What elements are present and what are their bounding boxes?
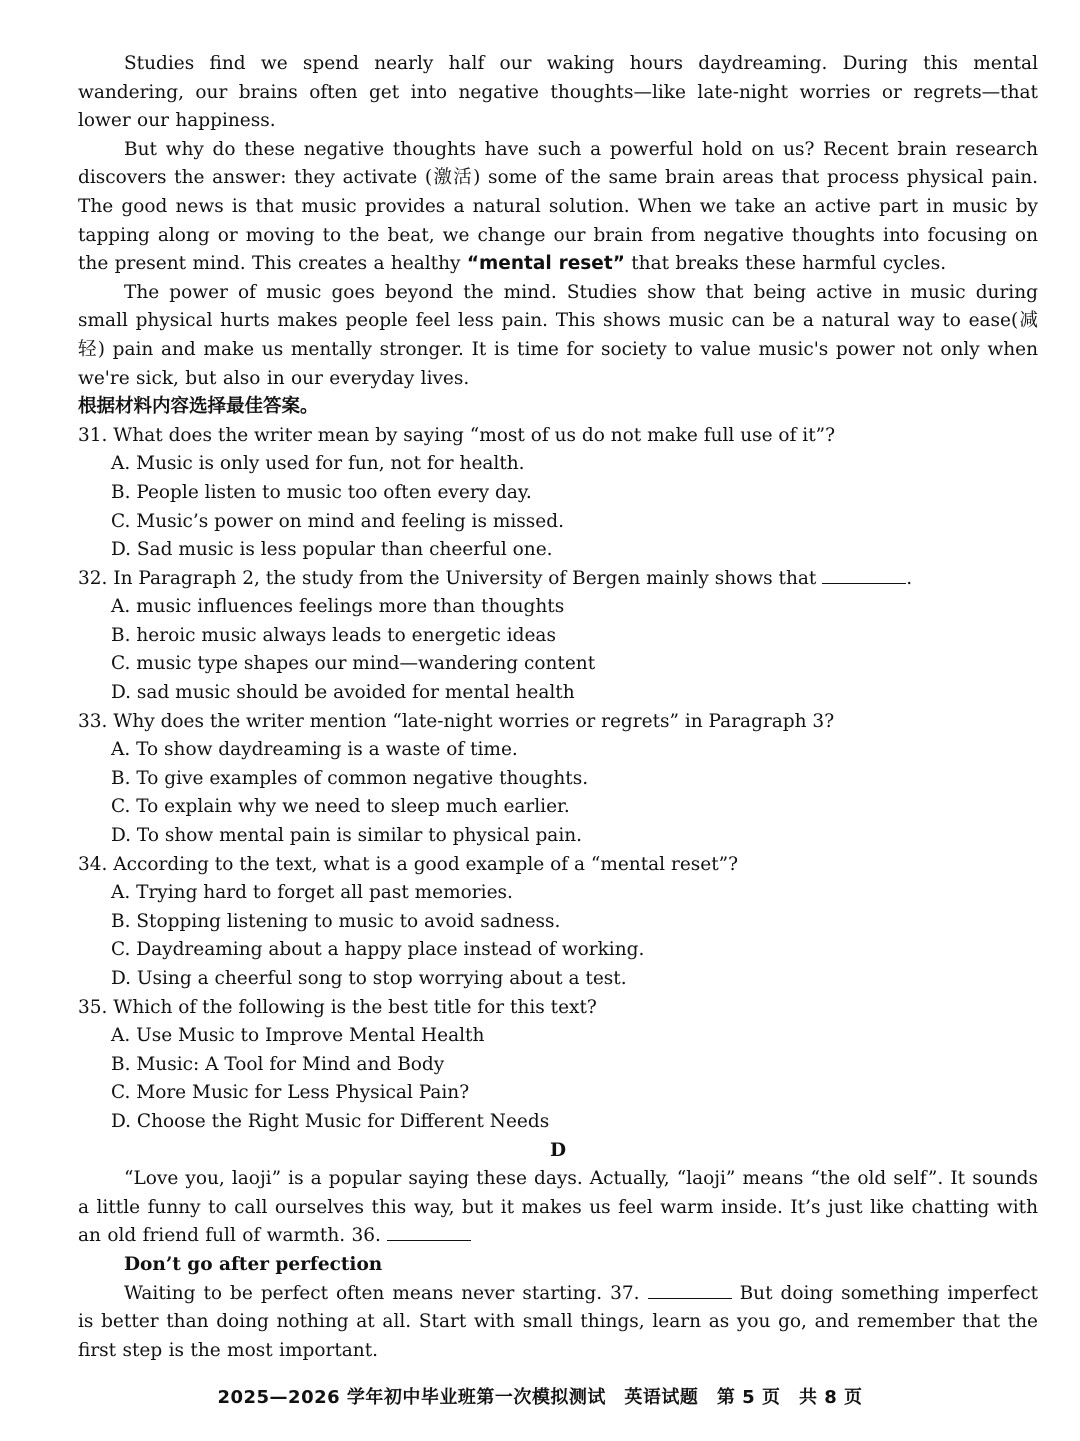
passage-paragraph-1: Studies find we spend nearly half our waking hours daydreaming. During this mental wandering, our brains often get into negative thoughts—like late-night worries or regrets—that lower our happiness. bbox=[78, 53, 1038, 132]
question-stem: 33. Why does the writer mention “late-night worries or regrets” in Paragraph 3? bbox=[78, 710, 835, 732]
option-a: A. To show daydreaming is a waste of time. bbox=[111, 739, 518, 761]
option-a: A. Music is only used for fun, not for health. bbox=[111, 453, 525, 475]
option-d: D. Sad music is less popular than cheerful one. bbox=[111, 539, 553, 561]
section-d-subheading: Don’t go after perfection bbox=[124, 1253, 383, 1275]
answer-blank-36 bbox=[387, 1230, 471, 1241]
question-stem: 34. According to the text, what is a good example of a “mental reset”? bbox=[78, 853, 739, 875]
option-c: C. To explain why we need to sleep much earlier. bbox=[111, 796, 570, 818]
question-35 bbox=[78, 994, 1038, 1137]
option-b: B. People listen to music too often every day. bbox=[111, 481, 532, 503]
option-c: C. More Music for Less Physical Pain? bbox=[111, 1082, 470, 1104]
option-d: D. To show mental pain is similar to physical pain. bbox=[111, 825, 583, 847]
option-d: D. sad music should be avoided for mental health bbox=[111, 682, 575, 704]
option-a: A. Trying hard to forget all past memories. bbox=[111, 882, 513, 904]
option-a: A. Use Music to Improve Mental Health bbox=[111, 1025, 485, 1047]
section-d-paragraph-2-text-b: But doing something imperfect is better than doing nothing at all. Start with small things, learn as you go, and remember that the first step is the most important. bbox=[78, 1282, 1039, 1361]
exam-page bbox=[78, 50, 1038, 1365]
section-d-paragraph-2 bbox=[78, 1280, 1038, 1366]
passage-paragraph-3: The power of music goes beyond the mind. Studies show that being active in music during small physical hurts makes people feel less pain. This shows music can be a natural way to ease(减轻) pain and make us mentally stronger. It is time for society to value music's power not only when we're sick, but also in our everyday lives. bbox=[78, 281, 1038, 389]
question-stem: 35. Which of the following is the best title for this text? bbox=[78, 996, 597, 1018]
passage-paragraph-2 bbox=[78, 136, 1038, 279]
question-33 bbox=[78, 708, 1038, 851]
instruction: 根据材料内容选择最佳答案。 bbox=[78, 396, 319, 418]
passage-paragraph-2-text-b: that breaks these harmful cycles. bbox=[624, 253, 947, 275]
question-stem-end: . bbox=[906, 567, 913, 589]
question-34 bbox=[78, 851, 1038, 994]
question-31 bbox=[78, 422, 1038, 565]
option-b: B. Music: A Tool for Mind and Body bbox=[111, 1053, 445, 1075]
option-d: D. Using a cheerful song to stop worrying about a test. bbox=[111, 968, 627, 989]
option-d: D. Choose the Right Music for Different Needs bbox=[111, 1110, 550, 1132]
answer-blank-37 bbox=[648, 1282, 732, 1299]
section-d-paragraph-1 bbox=[78, 1165, 1038, 1251]
section-d-paragraph-1-text: “Love you, laoji” is a popular saying these days. Actually, “laoji” means “the old self”. It sounds a little funny to call ourselves this way, but it makes us feel warm inside. It’s just like chatting with an old friend full of warmth. 36. bbox=[78, 1168, 1038, 1247]
answer-blank bbox=[822, 567, 906, 584]
mental-reset-term: “mental reset” bbox=[466, 253, 625, 275]
option-b: B. Stopping listening to music to avoid sadness. bbox=[111, 910, 561, 932]
question-32 bbox=[78, 565, 1038, 708]
passage-paragraph-2-text-a: But why do these negative thoughts have such a powerful hold on us? Recent brain research discovers the answer: they activate (激活) some of the same brain areas that process physical pain. The good news is that music provides a natural solution. When we take an active part in music by tapping along or moving to the beat, we change our brain from negative thoughts into focusing on the present mind. This creates a healthy bbox=[78, 138, 1038, 275]
option-b: B. heroic music always leads to energetic ideas bbox=[111, 624, 556, 646]
option-a: A. music influences feelings more than thoughts bbox=[111, 596, 565, 618]
option-c: C. Daydreaming about a happy place instead of working. bbox=[111, 939, 645, 961]
page-footer: 2025—2026 学年初中毕业班第一次模拟测试 英语试题 第 5 页 共 8 页 bbox=[217, 1387, 863, 1408]
section-d-heading: D bbox=[549, 1139, 567, 1161]
question-stem: 31. What does the writer mean by saying “most of us do not make full use of it”? bbox=[78, 424, 836, 446]
question-stem-text: 32. In Paragraph 2, the study from the University of Bergen mainly shows that bbox=[78, 567, 817, 589]
section-d-paragraph-2-text-a: Waiting to be perfect often means never starting. 37. bbox=[124, 1282, 640, 1304]
option-b: B. To give examples of common negative thoughts. bbox=[111, 767, 589, 789]
question-stem bbox=[78, 565, 1038, 594]
option-c: C. Music’s power on mind and feeling is missed. bbox=[111, 510, 564, 532]
option-c: C. music type shapes our mind—wandering content bbox=[111, 653, 596, 675]
